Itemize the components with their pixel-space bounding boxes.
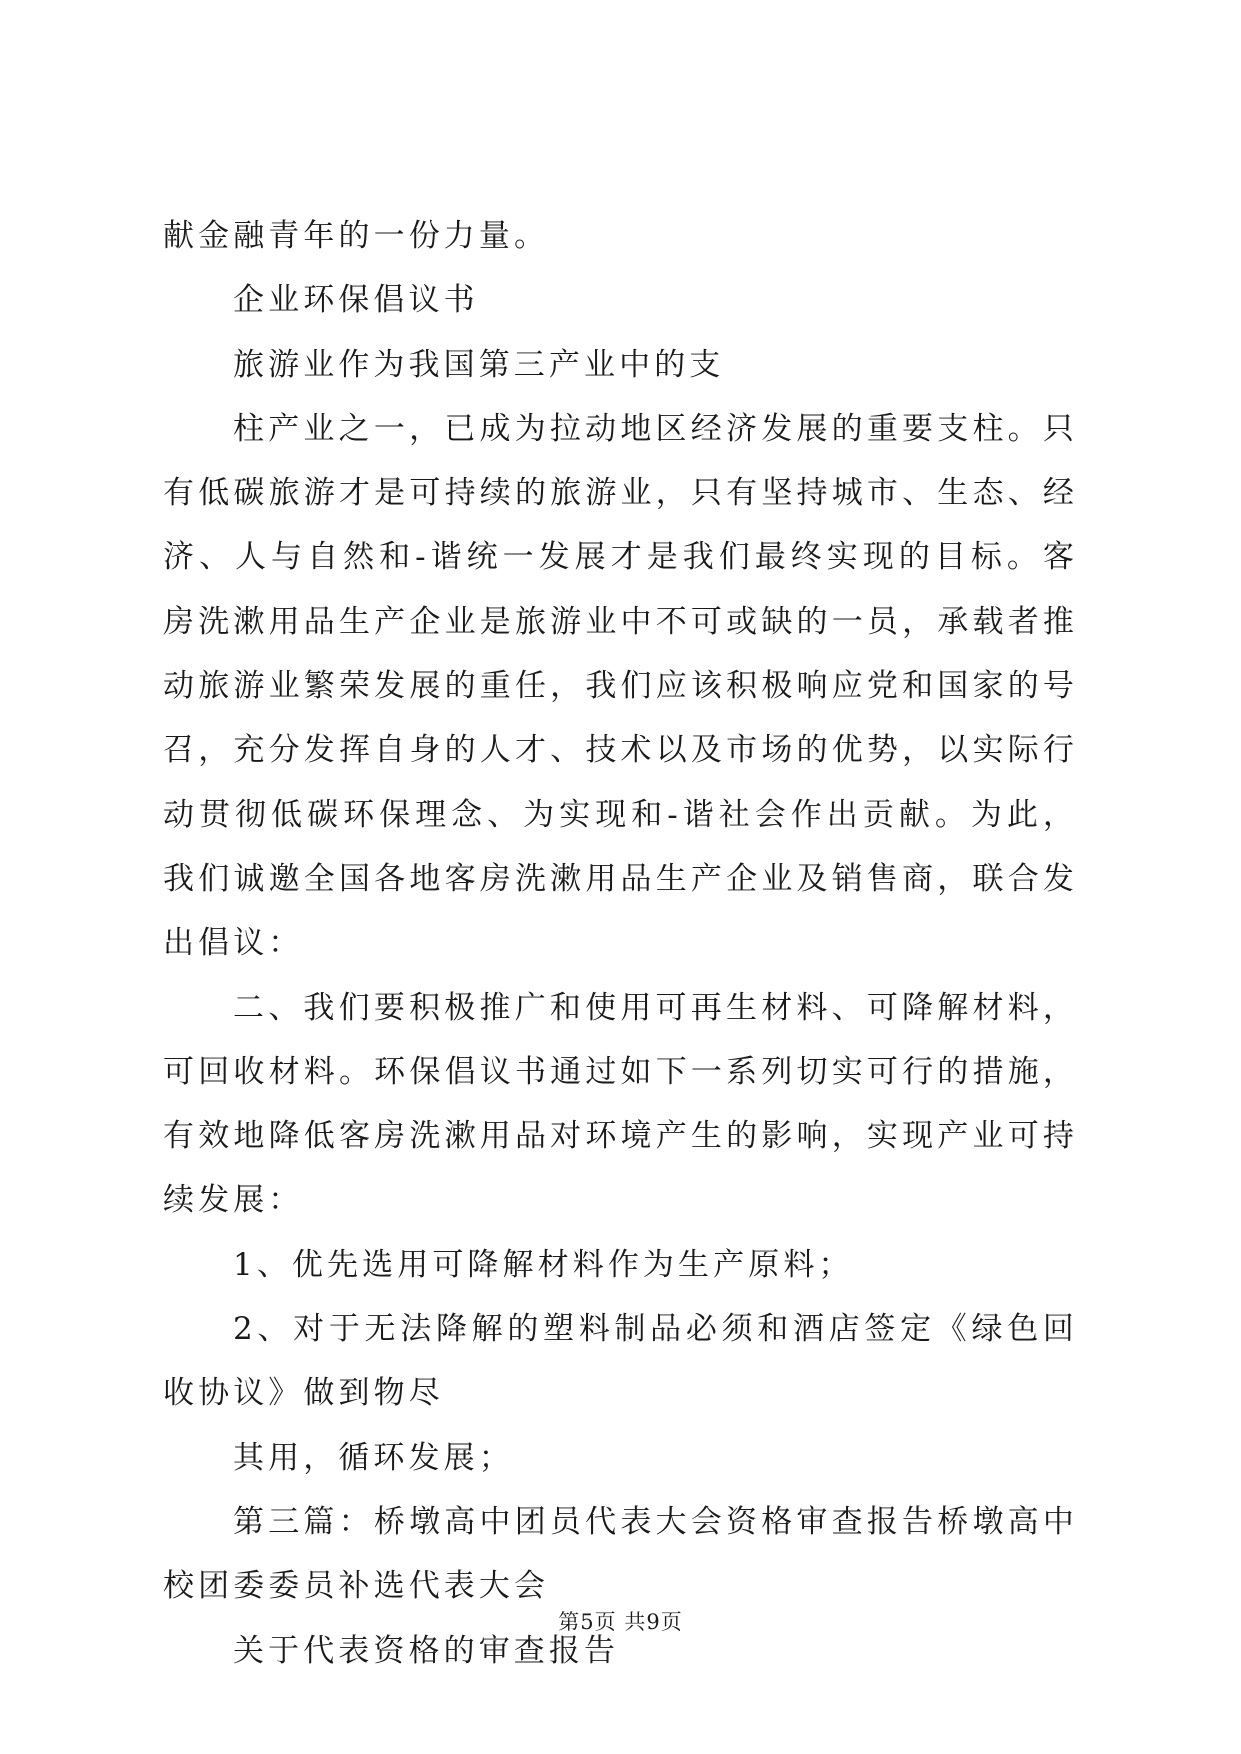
paragraph-9: 第三篇：桥墩高中团员代表大会资格审查报告桥墩高中校团委委员补选代表大会 [163,1503,1078,1605]
paragraph-5: 二、我们要积极推广和使用可再生材料、可降解材料，可回收材料。环保倡议书通过如下一系列切实可行的措施，有效地降低客房洗漱用品对环境产生的影响，实现产业可持续发展： [163,989,1078,1219]
document-body [163,204,1078,1683]
paragraph-6: 1、优先选用可降解材料作为生产原料； [233,1246,854,1283]
paragraph-1: 献金融青年的一份力量。 [163,218,550,254]
paragraph-4: 柱产业之一，已成为拉动地区经济发展的重要支柱。只有低碳旅游才是可持续的旅游业，只有坚持城市、生态、经济、人与自然和-谐统一发展才是我们最终实现的目标。客房洗漱用品生产企业是旅游业中不可或缺的一员，承载者推动旅游业繁荣发展的重任，我们应该积极响应党和国家的号召，充分发挥自身的人才、技术以及市场的优势，以实际行动贯彻低碳环保理念、为实现和-谐社会作出贡献。为此，我们诚邀全国各地客房洗漱用品生产企业及销售商，联合发出倡议： [163,410,1078,962]
page-number-footer: 第5页 共9页 [558,1610,683,1634]
paragraph-7: 2、对于无法降解的塑料制品必须和酒店签定《绿色回收协议》做到物尽 [163,1311,1078,1412]
paragraph-10: 关于代表资格的审查报告 [233,1632,620,1669]
paragraph-3: 旅游业作为我国第三产业中的支 [233,346,725,383]
paragraph-2-heading: 企业环保倡议书 [233,282,479,319]
paragraph-8: 其用，循环发展； [233,1439,514,1476]
